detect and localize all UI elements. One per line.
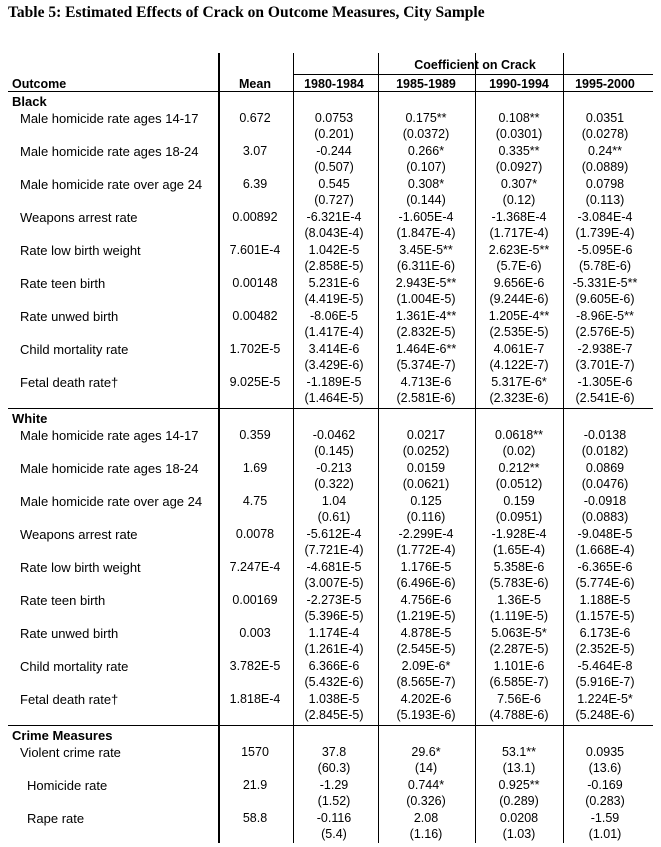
- coefficient-value: -8.06E-5: [310, 309, 358, 323]
- coefficient-value: -0.116: [316, 811, 352, 825]
- coefficient-value: -2.938E-7: [577, 342, 633, 356]
- standard-error-value: (1.119E-5): [489, 609, 549, 623]
- standard-error-value: (0.12): [502, 193, 536, 207]
- standard-error-value: (5.374E-7): [396, 358, 456, 372]
- coefficient-value: 37.8: [321, 745, 347, 759]
- mean-value: 58.8: [242, 811, 268, 825]
- coefficient-value: 0.0159: [406, 461, 446, 475]
- row-label: Rate low birth weight: [20, 560, 141, 575]
- coefficient-value: 1.188E-5: [579, 593, 631, 607]
- standard-error-value: (1.464E-5): [304, 391, 364, 405]
- row-label: Rate teen birth: [20, 276, 106, 291]
- mean-value: 0.00148: [232, 276, 278, 290]
- coefficient-value: 0.0217: [406, 428, 446, 442]
- mean-value: 9.025E-5: [229, 375, 281, 389]
- standard-error-value: (3.429E-6): [304, 358, 364, 372]
- standard-error-value: (13.6): [588, 761, 622, 775]
- standard-error-value: (0.0889): [581, 160, 629, 174]
- outcome-header: Outcome: [12, 77, 67, 91]
- group-label: Crime Measures: [12, 728, 113, 743]
- coefficient-value: 1.042E-5: [308, 243, 360, 257]
- mean-value: 7.247E-4: [229, 560, 281, 574]
- coefficient-value: -1.305E-6: [577, 375, 633, 389]
- mean-value: 1.69: [242, 461, 268, 475]
- coefficient-value: 0.0208: [499, 811, 539, 825]
- standard-error-value: (0.107): [406, 160, 446, 174]
- coefficient-header: Coefficient on Crack: [414, 58, 536, 72]
- coefficient-value: 0.925**: [498, 778, 540, 792]
- mean-value: 4.75: [242, 494, 268, 508]
- coefficient-value: -1.189E-5: [306, 375, 362, 389]
- coefficient-value: 0.125: [410, 494, 442, 508]
- coefficient-value: 5.317E-6*: [491, 375, 547, 389]
- standard-error-value: (4.419E-5): [304, 292, 364, 306]
- coefficient-value: 0.24**: [587, 144, 623, 158]
- coefficient-value: 53.1**: [501, 745, 537, 759]
- coefficient-value: 4.878E-5: [400, 626, 452, 640]
- standard-error-value: (0.283): [585, 794, 625, 808]
- coefficient-value: 0.744*: [407, 778, 445, 792]
- coefficient-value: 4.061E-7: [493, 342, 545, 356]
- standard-error-value: (0.0512): [495, 477, 543, 491]
- coefficient-value: -1.29: [319, 778, 349, 792]
- mean-value: 0.359: [239, 428, 271, 442]
- coefficient-value: -0.169: [587, 778, 623, 792]
- coefficient-value: 0.0869: [585, 461, 625, 475]
- coefficient-value: 3.45E-5**: [399, 243, 453, 257]
- standard-error-value: (0.0278): [581, 127, 629, 141]
- standard-error-value: (2.535E-5): [489, 325, 549, 339]
- standard-error-value: (1.16): [409, 827, 443, 841]
- row-label: Male homicide rate ages 14-17: [20, 428, 199, 443]
- coefficient-value: 1.464E-6**: [395, 342, 457, 356]
- standard-error-value: (1.261E-4): [304, 642, 364, 656]
- coefficient-value: -0.0462: [312, 428, 356, 442]
- period-header-1980-1984: 1980-1984: [304, 77, 364, 91]
- coefficient-value: 1.038E-5: [308, 692, 360, 706]
- coefficient-value: 4.756E-6: [400, 593, 452, 607]
- coefficient-value: 0.0753: [314, 111, 354, 125]
- row-label: Male homicide rate ages 14-17: [20, 111, 199, 126]
- row-label: Male homicide rate ages 18-24: [20, 144, 199, 159]
- coefficient-value: -1.928E-4: [491, 527, 547, 541]
- coefficient-value: -2.299E-4: [398, 527, 454, 541]
- standard-error-value: (2.541E-6): [575, 391, 635, 405]
- mean-header: Mean: [239, 77, 271, 91]
- standard-error-value: (1.01): [588, 827, 622, 841]
- standard-error-value: (0.289): [499, 794, 539, 808]
- standard-error-value: (0.61): [317, 510, 351, 524]
- row-label: Rate unwed birth: [20, 309, 119, 324]
- standard-error-value: (0.326): [406, 794, 446, 808]
- standard-error-value: (0.0372): [402, 127, 450, 141]
- row-label: Fetal death rate†: [20, 692, 119, 707]
- standard-error-value: (4.788E-6): [489, 708, 549, 722]
- standard-error-value: (6.496E-6): [396, 576, 456, 590]
- coefficient-value: 0.0351: [585, 111, 625, 125]
- standard-error-value: (2.323E-6): [489, 391, 549, 405]
- standard-error-value: (8.565E-7): [396, 675, 456, 689]
- coefficient-value: 7.56E-6: [497, 692, 541, 706]
- coefficient-value: 1.174E-4: [308, 626, 360, 640]
- period-header-1995-2000: 1995-2000: [575, 77, 635, 91]
- coefficient-value: 0.545: [318, 177, 350, 191]
- standard-error-value: (8.043E-4): [304, 226, 364, 240]
- mean-value: 1.702E-5: [229, 342, 281, 356]
- coefficient-value: -0.213: [316, 461, 352, 475]
- standard-error-value: (1.772E-4): [396, 543, 456, 557]
- coefficient-value: -0.0918: [583, 494, 627, 508]
- coefficient-value: 1.36E-5: [497, 593, 541, 607]
- standard-error-value: (3.007E-5): [304, 576, 364, 590]
- coefficient-value: -5.464E-8: [577, 659, 633, 673]
- mean-value: 7.601E-4: [229, 243, 281, 257]
- standard-error-value: (1.847E-4): [396, 226, 456, 240]
- standard-error-value: (0.0476): [581, 477, 629, 491]
- period-header-1990-1994: 1990-1994: [489, 77, 549, 91]
- coefficient-value: 0.212**: [498, 461, 540, 475]
- standard-error-value: (0.0951): [495, 510, 543, 524]
- group-label: White: [12, 411, 48, 426]
- coefficient-value: -5.612E-4: [306, 527, 362, 541]
- coefficient-value: -4.681E-5: [306, 560, 362, 574]
- row-label: Male homicide rate ages 18-24: [20, 461, 199, 476]
- standard-error-value: (2.832E-5): [396, 325, 456, 339]
- standard-error-value: (1.65E-4): [492, 543, 546, 557]
- standard-error-value: (1.739E-4): [575, 226, 635, 240]
- section-rule: [8, 408, 653, 409]
- mean-value: 0.00169: [232, 593, 278, 607]
- coefficient-value: 5.358E-6: [493, 560, 545, 574]
- standard-error-value: (1.52): [317, 794, 351, 808]
- standard-error-value: (2.576E-5): [575, 325, 635, 339]
- mean-value: 3.07: [242, 144, 268, 158]
- standard-error-value: (6.311E-6): [396, 259, 456, 273]
- group-label: Black: [12, 94, 47, 109]
- coefficient-value: 0.108**: [498, 111, 540, 125]
- standard-error-value: (0.201): [314, 127, 354, 141]
- row-label: Rape rate: [27, 811, 85, 826]
- row-label: Rate low birth weight: [20, 243, 141, 258]
- coefficient-value: 0.307*: [500, 177, 538, 191]
- standard-error-value: (5.193E-6): [396, 708, 456, 722]
- coefficient-value: 6.173E-6: [579, 626, 631, 640]
- coefficient-value: 0.0618**: [495, 428, 543, 442]
- standard-error-value: (0.0182): [581, 444, 629, 458]
- row-label: Male homicide rate over age 24: [20, 177, 203, 192]
- standard-error-value: (6.585E-7): [489, 675, 549, 689]
- standard-error-value: (0.0621): [402, 477, 450, 491]
- coefficient-value: 0.159: [503, 494, 535, 508]
- standard-error-value: (1.717E-4): [489, 226, 549, 240]
- coefficient-value: 0.0798: [585, 177, 625, 191]
- standard-error-value: (0.145): [314, 444, 354, 458]
- header-rule: [8, 91, 653, 92]
- row-label: Fetal death rate†: [20, 375, 119, 390]
- coefficient-value: -6.365E-6: [577, 560, 633, 574]
- mean-value: 0.00892: [232, 210, 278, 224]
- coefficient-value: 5.231E-6: [308, 276, 360, 290]
- coefficient-value: 1.205E-4**: [488, 309, 550, 323]
- row-label: Homicide rate: [27, 778, 108, 793]
- standard-error-value: (5.4): [321, 827, 347, 841]
- standard-error-value: (2.581E-6): [396, 391, 456, 405]
- mean-value: 1.818E-4: [229, 692, 281, 706]
- row-label: Violent crime rate: [20, 745, 121, 760]
- section-rule: [8, 725, 653, 726]
- row-label: Rate teen birth: [20, 593, 106, 608]
- standard-error-value: (5.432E-6): [304, 675, 364, 689]
- standard-error-value: (2.845E-5): [304, 708, 364, 722]
- coefficient-value: 5.063E-5*: [491, 626, 547, 640]
- standard-error-value: (60.3): [317, 761, 351, 775]
- coefficient-value: -0.244: [316, 144, 352, 158]
- row-label: Rate unwed birth: [20, 626, 119, 641]
- row-label: Weapons arrest rate: [20, 210, 138, 225]
- standard-error-value: (1.157E-5): [575, 609, 635, 623]
- standard-error-value: (2.545E-5): [396, 642, 456, 656]
- table-title: Table 5: Estimated Effects of Crack on Outcome Measures, City Sample: [8, 4, 485, 21]
- standard-error-value: (0.322): [314, 477, 354, 491]
- standard-error-value: (4.122E-7): [489, 358, 549, 372]
- coefficient-value: -1.59: [590, 811, 620, 825]
- coefficient-value: 0.175**: [405, 111, 447, 125]
- mean-value: 6.39: [242, 177, 268, 191]
- coefficient-value: -5.095E-6: [577, 243, 633, 257]
- standard-error-value: (5.78E-6): [578, 259, 632, 273]
- header-rule: [294, 74, 653, 75]
- coefficient-value: -3.084E-4: [577, 210, 633, 224]
- coefficient-value: 0.0935: [585, 745, 625, 759]
- coefficient-value: 1.04: [321, 494, 347, 508]
- standard-error-value: (2.287E-5): [489, 642, 549, 656]
- coefficient-value: -9.048E-5: [577, 527, 633, 541]
- standard-error-value: (9.244E-6): [489, 292, 549, 306]
- standard-error-value: (7.721E-4): [304, 543, 364, 557]
- mean-value: 0.0078: [235, 527, 275, 541]
- standard-error-value: (1.03): [502, 827, 536, 841]
- coefficient-value: 2.943E-5**: [395, 276, 457, 290]
- standard-error-value: (0.113): [585, 193, 625, 207]
- coefficient-value: 2.09E-6*: [401, 659, 451, 673]
- standard-error-value: (9.605E-6): [575, 292, 635, 306]
- row-label: Weapons arrest rate: [20, 527, 138, 542]
- standard-error-value: (5.396E-5): [304, 609, 364, 623]
- standard-error-value: (0.144): [406, 193, 446, 207]
- standard-error-value: (5.7E-6): [496, 259, 542, 273]
- standard-error-value: (0.727): [314, 193, 354, 207]
- coefficient-value: 2.08: [413, 811, 439, 825]
- mean-value: 0.00482: [232, 309, 278, 323]
- standard-error-value: (2.352E-5): [575, 642, 635, 656]
- coefficient-value: -1.368E-4: [491, 210, 547, 224]
- coefficient-value: 6.366E-6: [308, 659, 360, 673]
- standard-error-value: (5.774E-6): [575, 576, 635, 590]
- coefficient-value: 0.308*: [407, 177, 445, 191]
- coefficient-value: -6.321E-4: [306, 210, 362, 224]
- mean-value: 1570: [241, 745, 269, 759]
- coefficient-value: 1.224E-5*: [577, 692, 633, 706]
- standard-error-value: (1.219E-5): [396, 609, 456, 623]
- row-label: Child mortality rate: [20, 342, 129, 357]
- standard-error-value: (0.116): [406, 510, 446, 524]
- coefficient-value: 1.101E-6: [493, 659, 545, 673]
- standard-error-value: (1.668E-4): [575, 543, 635, 557]
- coefficient-value: -0.0138: [583, 428, 627, 442]
- coefficient-value: 1.176E-5: [400, 560, 452, 574]
- standard-error-value: (0.0252): [402, 444, 450, 458]
- coefficient-value: 4.202E-6: [400, 692, 452, 706]
- coefficient-value: 0.335**: [498, 144, 540, 158]
- standard-error-value: (5.248E-6): [575, 708, 635, 722]
- standard-error-value: (0.02): [502, 444, 536, 458]
- standard-error-value: (5.916E-7): [575, 675, 635, 689]
- coefficient-value: -5.331E-5**: [572, 276, 638, 290]
- coefficient-value: -1.605E-4: [398, 210, 454, 224]
- coefficient-value: 29.6*: [411, 745, 441, 759]
- coefficient-value: 2.623E-5**: [488, 243, 550, 257]
- period-header-1985-1989: 1985-1989: [396, 77, 456, 91]
- mean-value: 0.003: [239, 626, 271, 640]
- standard-error-value: (1.004E-5): [396, 292, 456, 306]
- standard-error-value: (1.417E-4): [304, 325, 364, 339]
- standard-error-value: (0.507): [314, 160, 354, 174]
- coefficient-value: 3.414E-6: [308, 342, 360, 356]
- coefficient-value: 1.361E-4**: [395, 309, 457, 323]
- standard-error-value: (3.701E-7): [575, 358, 635, 372]
- standard-error-value: (2.858E-5): [304, 259, 364, 273]
- standard-error-value: (5.783E-6): [489, 576, 549, 590]
- standard-error-value: (14): [414, 761, 438, 775]
- row-label: Male homicide rate over age 24: [20, 494, 203, 509]
- coefficient-value: 0.266*: [407, 144, 445, 158]
- coefficient-value: 4.713E-6: [400, 375, 452, 389]
- coefficient-value: -2.273E-5: [306, 593, 362, 607]
- mean-value: 0.672: [239, 111, 271, 125]
- mean-value: 21.9: [242, 778, 268, 792]
- standard-error-value: (0.0927): [495, 160, 543, 174]
- coefficient-value: 9.656E-6: [493, 276, 545, 290]
- standard-error-value: (0.0883): [581, 510, 629, 524]
- coefficient-value: -8.96E-5**: [576, 309, 634, 323]
- standard-error-value: (13.1): [502, 761, 536, 775]
- standard-error-value: (0.0301): [495, 127, 543, 141]
- mean-value: 3.782E-5: [229, 659, 281, 673]
- row-label: Child mortality rate: [20, 659, 129, 674]
